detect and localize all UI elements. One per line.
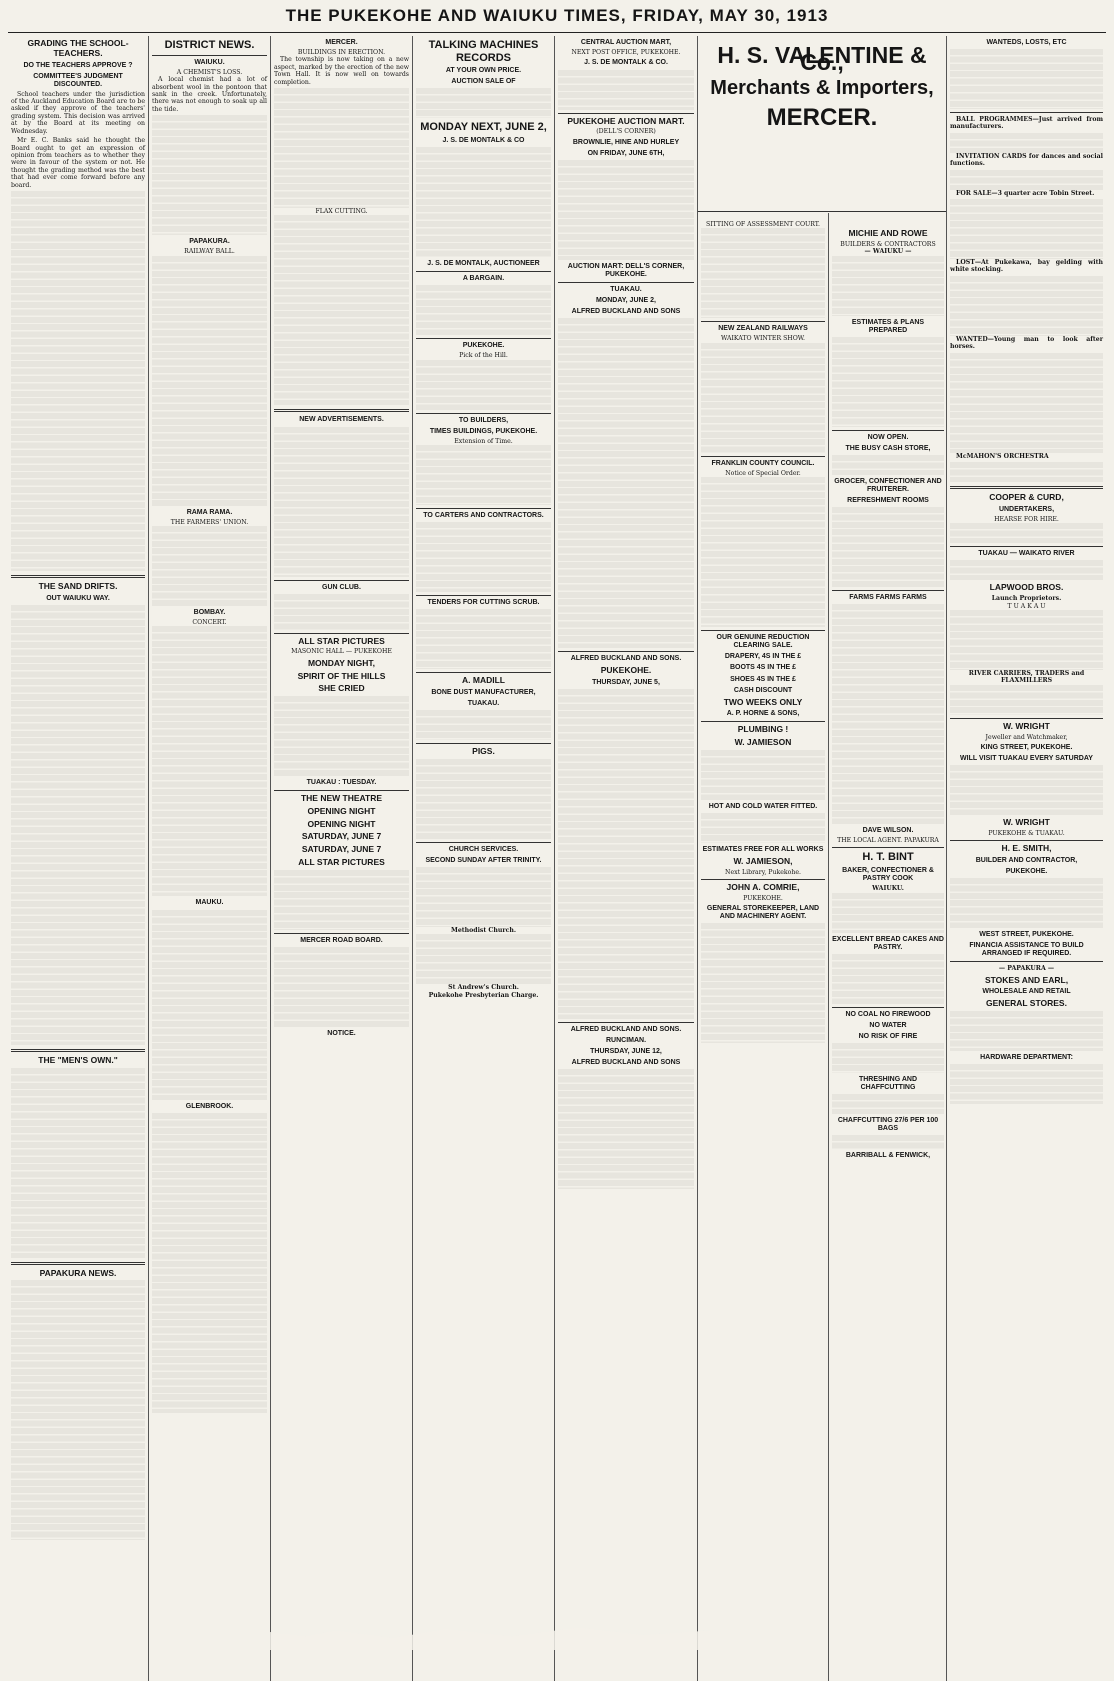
dave-wilson: DAVE WILSON. bbox=[862, 826, 914, 834]
article-body-text bbox=[558, 318, 694, 648]
times-buildings: TIMES BUILDINGS, PUKEKOHE. bbox=[429, 427, 538, 435]
article-body-text bbox=[950, 353, 1103, 453]
article-body-text bbox=[701, 750, 825, 800]
king-street: KING STREET, PUKEKOHE. bbox=[980, 743, 1073, 751]
alfred-buckland-4: ALFRED BUCKLAND AND SONS bbox=[571, 1059, 681, 1066]
all-star-venue: MASONIC HALL — PUKEKOHE bbox=[291, 648, 392, 656]
winter-show: WAIKATO WINTER SHOW. bbox=[720, 335, 806, 343]
pigs-heading: PIGS. bbox=[472, 746, 495, 757]
mercer-paragraph: The township is now taking on a new aspect, marked by the erection of the new Town Hall. It is now well on towards completion. bbox=[274, 56, 409, 86]
mercer-town: MERCER. bbox=[766, 104, 878, 132]
river-carriers: RIVER CARRIERS, TRADERS and FLAXMILLERS bbox=[968, 669, 1085, 685]
carters-heading: TO CARTERS AND CONTRACTORS. bbox=[423, 512, 544, 520]
article-body-text bbox=[832, 337, 944, 427]
article-body-text bbox=[950, 560, 1103, 580]
madill-heading: A. MADILL bbox=[462, 675, 505, 686]
refreshment-rooms: REFRESHMENT ROOMS bbox=[847, 496, 929, 504]
thursday-june-5: THURSDAY, JUNE 5, bbox=[592, 678, 660, 686]
grading-headline: GRADING THE SCHOOL-TEACHERS. bbox=[27, 38, 129, 58]
article-body-text bbox=[416, 445, 551, 505]
farms-heading: FARMS FARMS FARMS bbox=[849, 593, 927, 601]
tenders-scrub-heading: TENDERS FOR CUTTING SCRUB. bbox=[427, 599, 540, 607]
gun-club-heading: GUN CLUB. bbox=[322, 583, 361, 591]
article-body-text bbox=[950, 1064, 1103, 1104]
bone-dust: BONE DUST MANUFACTURER, bbox=[431, 688, 536, 696]
tuakau-river: TUAKAU — WAIKATO RIVER bbox=[978, 550, 1075, 558]
masthead: THE PUKEKOHE AND WAIUKU TIMES, FRIDAY, MAY 30, 1913 bbox=[8, 6, 1106, 33]
article-body-text bbox=[416, 759, 551, 839]
chemist-paragraph: A local chemist had a lot of absorbent wool in the pontoon that sank in the creek. Unfortunately, there was not enough to soak up all the tide. bbox=[152, 76, 267, 113]
new-ads-heading: NEW ADVERTISEMENTS. bbox=[299, 416, 384, 424]
new-theatre-heading: THE NEW THEATRE bbox=[300, 793, 383, 804]
michie-waiuku: — WAIUKU — bbox=[864, 248, 912, 256]
hearse-for-hire: HEARSE FOR HIRE. bbox=[994, 515, 1059, 523]
article-body-text bbox=[832, 455, 944, 475]
article-body-text bbox=[274, 215, 409, 405]
article-body-text bbox=[416, 147, 551, 257]
article-body-text bbox=[152, 256, 267, 506]
article-body-text bbox=[832, 507, 944, 587]
central-mart-heading: CENTRAL AUCTION MART, bbox=[580, 39, 672, 46]
flax-subheading: FLAX CUTTING. bbox=[315, 208, 368, 216]
article-body-text bbox=[701, 343, 825, 453]
article-body-text bbox=[152, 626, 267, 896]
article-body-text bbox=[11, 191, 145, 571]
article-body-text bbox=[416, 609, 551, 669]
opening-night: OPENING NIGHT bbox=[307, 818, 376, 829]
bint-name: H. T. BINT bbox=[862, 851, 914, 864]
monday-night: MONDAY NIGHT, bbox=[307, 657, 376, 668]
column-6-left bbox=[698, 213, 828, 1681]
lost-gelding: LOST—At Pukekawa, bay gelding with white stocking. bbox=[950, 259, 1103, 274]
district-news-headline: DISTRICT NEWS. bbox=[164, 39, 255, 51]
jeweller: Jeweller and Watchmaker, bbox=[985, 733, 1068, 741]
church-services-heading: CHURCH SERVICES. bbox=[448, 845, 519, 853]
article-body-text bbox=[152, 526, 267, 606]
papakura-banner: — PAPAKURA — bbox=[998, 965, 1055, 973]
valentine-name: H. S. VALENTINE & Co., bbox=[717, 42, 927, 76]
article-body-text bbox=[832, 1094, 944, 1114]
wholesale-retail: WHOLESALE AND RETAIL bbox=[982, 988, 1071, 996]
column-3 bbox=[270, 36, 412, 1681]
pukekohe-heading: PUKEKOHE. bbox=[462, 342, 505, 350]
grading-paragraph-1: School teachers under the jurisdiction of the Auckland Education Board are to be asked if they approve of the teachers' grading system. This decision was arrived at by the Board at its meeting on Wednesday. bbox=[11, 90, 146, 135]
alfred-buckland-3: ALFRED BUCKLAND AND SONS. bbox=[570, 1025, 682, 1033]
article-body-text bbox=[152, 910, 267, 1100]
article-body-text bbox=[274, 594, 409, 630]
comrie-name: JOHN A. COMRIE, bbox=[726, 882, 800, 893]
bargain-heading: A BARGAIN. bbox=[462, 275, 505, 283]
dave-wilson-agent: THE LOCAL AGENT. PAPAKURA bbox=[837, 837, 939, 844]
builder-contractor: BUILDER AND CONTRACTOR, bbox=[975, 856, 1078, 864]
column-1 bbox=[8, 36, 148, 1681]
methodist-church: Methodist Church. bbox=[450, 926, 517, 934]
article-body-text bbox=[11, 1068, 145, 1258]
article-body-text bbox=[416, 867, 551, 927]
article-body-text bbox=[950, 1011, 1103, 1051]
madill-town: TUAKAU. bbox=[467, 700, 500, 708]
article-body-text bbox=[11, 605, 145, 1045]
tuakau-heading: TUAKAU. bbox=[610, 285, 642, 293]
for-sale: FOR SALE—3 quarter acre Tobin Street. bbox=[956, 189, 1095, 197]
lapwood-bros: LAPWOOD BROS. bbox=[989, 582, 1064, 593]
grading-paragraph-2: Mr E. C. Banks said he thought the Board ought to get an expression of opinion from teachers as to whether they were in favour of the system or not. He thought the grading method was the best that had ever come forward before any board. bbox=[11, 137, 145, 189]
rama-rama-heading: RAMA RAMA. bbox=[186, 508, 233, 516]
concert-subheading: CONCERT. bbox=[192, 619, 227, 627]
merchants-importers: Merchants & Importers, bbox=[710, 76, 934, 99]
extension-of-time: Extension of Time. bbox=[454, 437, 513, 445]
special-order: Notice of Special Order. bbox=[725, 469, 801, 477]
article-body-text bbox=[950, 765, 1103, 815]
papakura-heading: PAPAKURA. bbox=[189, 238, 230, 246]
bread-cakes: EXCELLENT BREAD CAKES AND PASTRY. bbox=[832, 935, 944, 951]
w-wright: W. WRIGHT bbox=[1003, 720, 1050, 731]
column-4 bbox=[412, 36, 554, 1681]
article-body-text bbox=[558, 70, 694, 110]
article-body-text bbox=[701, 228, 825, 318]
franklin-council-heading: FRANKLIN COUNTY COUNCIL. bbox=[711, 459, 815, 467]
ball-programmes: BALL PROGRAMMES—Just arrived from manufacturers. bbox=[950, 116, 1103, 131]
mcmahon-orchestra: McMAHON'S ORCHESTRA bbox=[956, 452, 1049, 460]
boots-discount: BOOTS 4S IN THE £ bbox=[729, 664, 797, 672]
monday-june-2: MONDAY, JUNE 2, bbox=[595, 296, 657, 304]
article-body-text bbox=[950, 523, 1103, 543]
article-body-text bbox=[701, 813, 825, 843]
auction-mart-dells: AUCTION MART: DELL'S CORNER, PUKEKOHE. bbox=[567, 262, 685, 278]
now-open: NOW OPEN. bbox=[867, 433, 909, 441]
second-sunday: SECOND SUNDAY AFTER TRINITY. bbox=[425, 856, 542, 864]
next-library: Next Library, Pukekohe. bbox=[725, 868, 801, 876]
drapery-discount: DRAPERY, 4S IN THE £ bbox=[724, 653, 802, 661]
hot-cold-water: HOT AND COLD WATER FITTED. bbox=[708, 802, 818, 810]
monday-next: MONDAY NEXT, JUNE 2, bbox=[420, 121, 547, 134]
chaffcutting-price: CHAFFCUTTING 27/6 PER 100 BAGS bbox=[837, 1116, 939, 1132]
article-body-text bbox=[701, 477, 825, 627]
de-montalk-auctioneer: J. S. DE MONTALK, AUCTIONEER bbox=[427, 260, 540, 268]
wanteds-heading: WANTEDS, LOSTS, ETC bbox=[986, 39, 1067, 46]
auction-sale: AUCTION SALE OF bbox=[451, 78, 516, 86]
article-body-text bbox=[558, 689, 694, 1019]
article-body-text bbox=[950, 49, 1103, 109]
bint-town: WAIUKU. bbox=[872, 885, 904, 893]
railway-ball-subheading: RAILWAY BALL. bbox=[184, 248, 235, 256]
de-montalk: J. S. DE MONTALK & CO. bbox=[584, 59, 668, 67]
column-6-right bbox=[828, 213, 946, 1681]
notice-heading: NOTICE. bbox=[327, 1029, 356, 1037]
jamieson-name: W. JAMIESON bbox=[734, 737, 792, 748]
no-water: NO WATER bbox=[869, 1021, 907, 1029]
barriball-fenwick: BARRIBALL & FENWICK, bbox=[845, 1151, 931, 1159]
article-body-text bbox=[950, 610, 1103, 670]
article-body-text bbox=[274, 427, 409, 577]
st-andrews: St Andrew's Church. bbox=[448, 984, 519, 992]
dells-corner: (DELL'S CORNER) bbox=[596, 128, 656, 136]
tuakau-spaced: T U A K A U bbox=[1007, 602, 1046, 610]
cash-discount: CASH DISCOUNT bbox=[733, 686, 793, 694]
article-body-text bbox=[274, 88, 409, 208]
article-body-text bbox=[950, 276, 1103, 336]
article-body-text bbox=[152, 1113, 267, 1413]
alfred-buckland-1: ALFRED BUCKLAND AND SONS bbox=[571, 307, 681, 315]
article-body-text bbox=[832, 893, 944, 933]
no-coal: NO COAL NO FIREWOOD bbox=[845, 1010, 931, 1018]
invitation-cards: INVITATION CARDS for dances and social functions. bbox=[950, 152, 1103, 168]
article-body-text bbox=[416, 360, 551, 410]
mercer-road-board-heading: MERCER ROAD BOARD. bbox=[300, 936, 383, 944]
sitting-heading: SITTING OF ASSESSMENT COURT. bbox=[706, 221, 820, 228]
pukekohe-auction-mart: PUKEKOHE AUCTION MART. bbox=[567, 115, 685, 126]
undertakers: UNDERTAKERS, bbox=[998, 505, 1055, 513]
launch-proprietors: Launch Proprietors. bbox=[991, 595, 1062, 603]
article-body-text bbox=[950, 685, 1103, 715]
builders-contractors: BUILDERS & CONTRACTORS bbox=[840, 240, 936, 248]
he-smith: H. E. SMITH, bbox=[1001, 843, 1052, 854]
saturday-june-7: SATURDAY, JUNE 7 bbox=[301, 831, 382, 842]
saturday-june-7: SATURDAY, JUNE 7 bbox=[301, 844, 382, 855]
mercer-heading: MERCER. bbox=[325, 39, 358, 46]
estimates-free: ESTIMATES FREE FOR ALL WORKS bbox=[702, 845, 824, 853]
tuakau-tuesday: TUAKAU : TUESDAY. bbox=[306, 779, 377, 787]
article-body-text bbox=[832, 604, 944, 824]
horne-sons: A. P. HORNE & SONS, bbox=[726, 710, 800, 718]
all-star-heading: ALL STAR PICTURES bbox=[298, 635, 385, 646]
brownlie-hine-hurley: BROWNLIE, HINE AND HURLEY bbox=[572, 138, 680, 146]
plumbing-heading: PLUMBING ! bbox=[737, 724, 789, 735]
article-body-text bbox=[416, 88, 551, 118]
mauku-heading: MAUKU. bbox=[195, 899, 224, 907]
shoes-discount: SHOES 4S IN THE £ bbox=[730, 675, 796, 683]
article-body-text bbox=[950, 133, 1103, 153]
article-body-text bbox=[416, 522, 551, 592]
article-body-text bbox=[416, 710, 551, 740]
two-weeks-only: TWO WEEKS ONLY bbox=[723, 696, 803, 707]
article-body-text bbox=[274, 870, 409, 930]
article-body-text bbox=[274, 696, 409, 776]
threshing: THRESHING AND CHAFFCUTTING bbox=[858, 1075, 918, 1091]
visit-tuakau: WILL VISIT TUAKAU EVERY SATURDAY bbox=[960, 754, 1093, 762]
article-body-text bbox=[950, 199, 1103, 259]
de-montalk-firm: J. S. DE MONTALK & CO bbox=[442, 137, 525, 145]
general-stores: GENERAL STORES. bbox=[986, 998, 1067, 1009]
drifts-subhead: OUT WAIUKU WAY. bbox=[46, 594, 110, 602]
bombay-heading: BOMBAY. bbox=[193, 609, 226, 617]
hardware-department: HARDWARE DEPARTMENT: bbox=[980, 1054, 1073, 1062]
article-body-text bbox=[950, 878, 1103, 928]
talking-machines-heading: TALKING MACHINES RECORDS bbox=[428, 39, 539, 64]
no-risk: NO RISK OF FIRE bbox=[858, 1032, 918, 1040]
glenbrook-heading: GLENBROOK. bbox=[185, 1102, 234, 1110]
column-7 bbox=[946, 36, 1106, 1681]
central-mart-location: NEXT POST OFFICE, PUKEKOHE. bbox=[571, 49, 681, 57]
farmers-union-subheading: THE FARMERS' UNION. bbox=[170, 518, 249, 526]
w-jamieson: W. JAMIESON, bbox=[733, 856, 793, 867]
valentine-advert bbox=[698, 42, 946, 132]
buildings-subheading: BUILDINGS IN ERECTION. bbox=[297, 49, 386, 57]
financial-assistance: FINANCIA ASSISTANCE TO BUILD ARRANGED IF REQUIRED. bbox=[969, 942, 1084, 958]
michie-rowe: MICHIE AND ROWE bbox=[848, 228, 928, 238]
article-body-text bbox=[274, 947, 409, 1027]
article-body-text bbox=[558, 160, 694, 260]
runciman-heading: RUNCIMAN. bbox=[605, 1036, 647, 1044]
comrie-town: PUKEKOHE. bbox=[743, 894, 783, 902]
article-body-text bbox=[416, 934, 551, 984]
article-body-text bbox=[950, 462, 1103, 482]
thursday-june-12: THURSDAY, JUNE 12, bbox=[590, 1047, 662, 1055]
railways-heading: NEW ZEALAND RAILWAYS bbox=[718, 325, 808, 333]
article-body-text bbox=[11, 1280, 145, 1540]
west-street: WEST STREET, PUKEKOHE. bbox=[979, 931, 1074, 939]
w-wright-2: W. WRIGHT bbox=[1003, 817, 1050, 828]
article-body-text bbox=[558, 1069, 694, 1189]
article-body-text bbox=[416, 285, 551, 335]
pick-of-hill: Pick of the Hill. bbox=[459, 352, 508, 360]
article-body-text bbox=[832, 954, 944, 1004]
papakura-news-headline: PAPAKURA NEWS. bbox=[39, 1267, 117, 1278]
alfred-buckland-2: ALFRED BUCKLAND AND SONS. bbox=[570, 655, 682, 662]
committee-subhead: COMMITTEE'S JUDGMENT DISCOUNTED. bbox=[33, 72, 123, 88]
chemist-subheading: A CHEMIST'S LOSS. bbox=[176, 68, 243, 76]
busy-cash-store: THE BUSY CASH STORE, bbox=[845, 444, 931, 452]
builders-heading: TO BUILDERS, bbox=[458, 416, 509, 424]
grocer: GROCER, CONFECTIONER AND FRUITERER. bbox=[834, 477, 942, 493]
article-body-text bbox=[832, 1135, 944, 1149]
all-star-heading-2: ALL STAR PICTURES bbox=[298, 856, 385, 867]
estimates-plans: ESTIMATES & PLANS PREPARED bbox=[851, 318, 925, 334]
article-body-text bbox=[152, 115, 267, 235]
article-body-text bbox=[701, 923, 825, 1043]
column-5 bbox=[554, 36, 697, 1681]
wanted-young-man: WANTED—Young man to look after horses. bbox=[950, 335, 1103, 351]
stokes-earl: STOKES AND EARL, bbox=[984, 974, 1069, 985]
article-body-text bbox=[950, 170, 1103, 190]
cooper-curd: COOPER & CURD, bbox=[989, 492, 1064, 503]
storekeeper: GENERAL STOREKEEPER, LAND AND MACHINERY AGENT. bbox=[706, 905, 820, 921]
presbyterian: Pukekohe Presbyterian Charge. bbox=[428, 991, 539, 999]
pukekohe-heading: PUKEKOHE. bbox=[600, 665, 652, 676]
column-2 bbox=[148, 36, 270, 1681]
article-body-text bbox=[832, 256, 944, 316]
friday-june-6: ON FRIDAY, JUNE 6TH, bbox=[587, 149, 665, 157]
she-cried: SHE CRIED bbox=[318, 683, 365, 694]
wright-towns: PUKEKOHE & TUAKAU. bbox=[988, 829, 1065, 837]
bint-trade: BAKER, CONFECTIONER & PASTRY COOK bbox=[842, 867, 934, 883]
waiuku-heading: WAIUKU. bbox=[194, 58, 225, 66]
mens-own-headline: THE "MEN'S OWN." bbox=[38, 1054, 118, 1065]
spirit-of-the-hills: SPIRIT OF THE HILLS bbox=[297, 670, 386, 681]
drifts-headline: THE SAND DRIFTS. bbox=[38, 580, 118, 591]
own-price: AT YOUR OWN PRICE. bbox=[445, 67, 522, 75]
column-6 bbox=[697, 36, 946, 1681]
reduction-sale-heading: OUR GENUINE REDUCTION CLEARING SALE. bbox=[716, 634, 810, 650]
smith-town: PUKEKOHE. bbox=[1005, 868, 1048, 876]
grading-subhead: DO THE TEACHERS APPROVE ? bbox=[23, 61, 133, 69]
article-body-text bbox=[832, 1043, 944, 1073]
opening-night: OPENING NIGHT bbox=[307, 805, 376, 816]
